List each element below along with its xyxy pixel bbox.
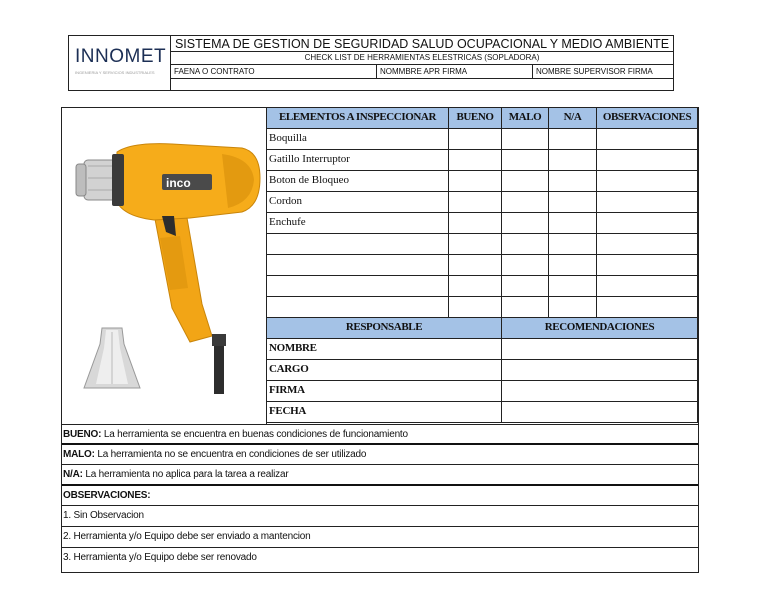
bueno-cell[interactable] [449,171,502,192]
legend-bueno: BUENO: La herramienta se encuentra en buenas condiciones de funcionamiento [62,425,698,445]
observaciones-cell[interactable] [597,255,698,276]
recomendaciones-cell[interactable] [502,381,698,402]
form-header [68,35,674,91]
observaciones-cell[interactable] [597,297,698,318]
malo-cell[interactable] [502,276,549,297]
cargo-label: CARGO [267,360,502,381]
header-responsable: RESPONSABLE [267,318,502,339]
malo-cell[interactable] [502,150,549,171]
inspection-item-label: Enchufe [267,213,449,234]
malo-cell[interactable] [502,213,549,234]
header-na: N/A [549,108,597,129]
legend-na: N/A: La herramienta no aplica para la tarea a realizar [62,465,698,486]
header-bueno: BUENO [449,108,502,129]
recomendaciones-cell[interactable] [502,402,698,423]
inspection-table [61,107,699,425]
bueno-cell[interactable] [449,276,502,297]
na-cell[interactable] [549,171,597,192]
na-cell[interactable] [549,276,597,297]
observaciones-cell[interactable] [597,129,698,150]
malo-cell[interactable] [502,255,549,276]
brand-label: inco [166,176,191,190]
observaciones-title: OBSERVACIONES: [62,486,698,506]
bueno-cell[interactable] [449,297,502,318]
na-cell[interactable] [549,192,597,213]
observacion-3: 3. Herramienta y/o Equipo debe ser renovado [63,552,257,563]
header-elementos: ELEMENTOS A INSPECCIONAR [267,108,449,129]
inspection-item-label [267,276,449,297]
tool-image-cell [62,108,267,424]
na-cell[interactable] [549,255,597,276]
bueno-cell[interactable] [449,255,502,276]
inspection-item-label [267,255,449,276]
malo-cell[interactable] [502,171,549,192]
inspection-grid [267,108,698,424]
malo-cell[interactable] [502,234,549,255]
legend-malo: MALO: La herramienta no se encuentra en condiciones de ser utilizado [62,445,698,465]
fecha-label: FECHA [267,402,502,423]
firma-label: FIRMA [267,381,502,402]
bueno-cell[interactable] [449,150,502,171]
inspection-item-label: Boquilla [267,129,449,150]
logo-tagline: INGENIERIA Y SERVICIOS INDUSTRIALES [75,70,155,75]
observaciones-cell[interactable] [597,234,698,255]
inspection-item-label [267,297,449,318]
header-observaciones: OBSERVACIONES [597,108,698,129]
header-blank-row [171,79,673,90]
bueno-cell[interactable] [449,192,502,213]
bueno-cell[interactable] [449,213,502,234]
header-recomendaciones: RECOMENDACIONES [502,318,698,339]
observacion-2: 2. Herramienta y/o Equipo debe ser enviado a mantencion [62,527,698,548]
nozzle-icon [82,326,142,396]
bueno-cell[interactable] [449,234,502,255]
logo-text: INNOMET [75,46,167,67]
na-cell[interactable] [549,129,597,150]
faena-field[interactable]: FAENA O CONTRATO [171,65,377,78]
recomendaciones-cell[interactable] [502,339,698,360]
observaciones-cell[interactable] [597,150,698,171]
inspection-item-label: Cordon [267,192,449,213]
header-malo: MALO [502,108,549,129]
malo-cell[interactable] [502,297,549,318]
company-logo [69,36,171,90]
na-cell[interactable] [549,297,597,318]
supervisor-firma-field[interactable]: NOMBRE SUPERVISOR FIRMA [536,67,653,76]
observaciones-cell[interactable] [597,171,698,192]
malo-cell[interactable] [502,129,549,150]
form-title: SISTEMA DE GESTION DE SEGURIDAD SALUD OCUPACIONAL Y MEDIO AMBIENTE [171,36,673,52]
na-cell[interactable] [549,234,597,255]
recomendaciones-cell[interactable] [502,360,698,381]
legend-block [61,425,699,573]
observaciones-cell[interactable] [597,192,698,213]
observaciones-cell[interactable] [597,213,698,234]
malo-cell[interactable] [502,192,549,213]
inspection-item-label: Gatillo Interruptor [267,150,449,171]
form-subtitle: CHECK LIST DE HERRAMIENTAS ELESTRICAS (SOPLADORA) [171,52,673,65]
header-fields-row [171,65,673,79]
observaciones-cell[interactable] [597,276,698,297]
bueno-cell[interactable] [449,129,502,150]
na-cell[interactable] [549,150,597,171]
inspection-item-label [267,234,449,255]
inspection-item-label: Boton de Bloqueo [267,171,449,192]
apr-firma-field[interactable]: NOMMBRE APR FIRMA [377,65,533,78]
nombre-label: NOMBRE [267,339,502,360]
observacion-1: 1. Sin Observacion [62,506,698,527]
na-cell[interactable] [549,213,597,234]
